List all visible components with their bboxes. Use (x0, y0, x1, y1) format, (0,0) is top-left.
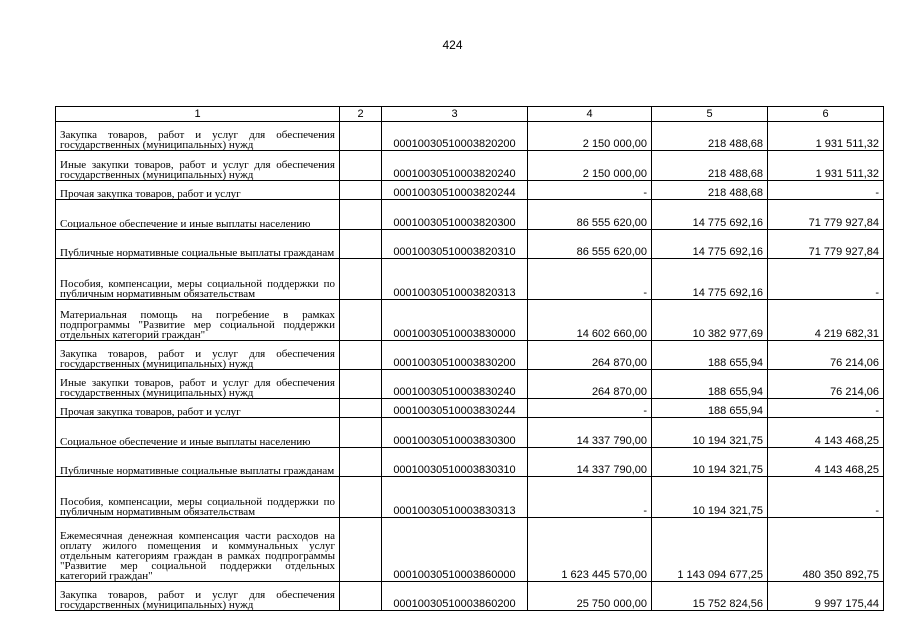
row-value-col4: 2 150 000,00 (528, 122, 652, 151)
row-value-col4: 14 337 790,00 (528, 448, 652, 477)
row-value-col6: 4 143 468,25 (768, 418, 884, 448)
row-code-cell: 00010030510003830300 (382, 418, 528, 448)
row-empty-cell (340, 418, 382, 448)
row-value-col4: 25 750 000,00 (528, 582, 652, 611)
table-row (56, 477, 884, 518)
row-value-col4: 86 555 620,00 (528, 200, 652, 230)
row-code-cell: 00010030510003830244 (382, 399, 528, 418)
table-row (56, 200, 884, 230)
row-code-cell: 00010030510003830200 (382, 341, 528, 370)
budget-table (55, 106, 884, 611)
table-body (56, 122, 884, 611)
row-value-col5: 10 194 321,75 (652, 477, 768, 518)
row-value-col4: 14 337 790,00 (528, 418, 652, 448)
row-code-cell: 00010030510003820313 (382, 259, 528, 300)
row-value-col5: 14 775 692,16 (652, 200, 768, 230)
row-code-cell: 00010030510003820244 (382, 181, 528, 200)
row-code-cell: 00010030510003860000 (382, 518, 528, 582)
row-value-col6: 9 997 175,44 (768, 582, 884, 611)
row-value-col6: 4 219 682,31 (768, 300, 884, 341)
row-name-cell: Прочая закупка товаров, работ и услуг (56, 399, 340, 418)
table-row (56, 418, 884, 448)
row-value-col4: - (528, 181, 652, 200)
row-value-col5: 1 143 094 677,25 (652, 518, 768, 582)
row-code-cell: 00010030510003860200 (382, 582, 528, 611)
row-code-cell: 00010030510003820240 (382, 151, 528, 181)
row-name-cell: Закупка товаров, работ и услуг для обеспечения государственных (муниципальных) нужд (56, 341, 340, 370)
row-name-cell: Пособия, компенсации, меры социальной поддержки по публичным нормативным обязательствам (56, 477, 340, 518)
table-row (56, 300, 884, 341)
header-cell: 5 (652, 107, 768, 122)
row-value-col5: 14 775 692,16 (652, 259, 768, 300)
row-code-cell: 00010030510003830310 (382, 448, 528, 477)
table-row (56, 151, 884, 181)
header-cell: 1 (56, 107, 340, 122)
row-value-col6: - (768, 259, 884, 300)
row-value-col5: 218 488,68 (652, 181, 768, 200)
row-value-col4: 264 870,00 (528, 341, 652, 370)
row-empty-cell (340, 518, 382, 582)
row-value-col5: 10 382 977,69 (652, 300, 768, 341)
row-name-cell: Публичные нормативные социальные выплаты гражданам (56, 230, 340, 259)
row-empty-cell (340, 582, 382, 611)
row-empty-cell (340, 122, 382, 151)
row-empty-cell (340, 300, 382, 341)
row-value-col6: 71 779 927,84 (768, 230, 884, 259)
header-cell: 4 (528, 107, 652, 122)
row-value-col4: 86 555 620,00 (528, 230, 652, 259)
row-name-cell: Социальное обеспечение и иные выплаты населению (56, 418, 340, 448)
row-value-col6: - (768, 181, 884, 200)
row-value-col6: 480 350 892,75 (768, 518, 884, 582)
row-value-col5: 188 655,94 (652, 399, 768, 418)
row-name-cell: Иные закупки товаров, работ и услуг для обеспечения государственных (муниципальных) нужд (56, 151, 340, 181)
row-value-col6: - (768, 477, 884, 518)
row-empty-cell (340, 448, 382, 477)
header-cell: 2 (340, 107, 382, 122)
header-row (56, 107, 884, 122)
row-value-col6: - (768, 399, 884, 418)
table-row (56, 230, 884, 259)
row-value-col4: - (528, 477, 652, 518)
row-code-cell: 00010030510003820300 (382, 200, 528, 230)
row-empty-cell (340, 370, 382, 399)
row-empty-cell (340, 200, 382, 230)
row-name-cell: Публичные нормативные социальные выплаты гражданам (56, 448, 340, 477)
row-empty-cell (340, 399, 382, 418)
row-value-col5: 10 194 321,75 (652, 418, 768, 448)
row-value-col6: 71 779 927,84 (768, 200, 884, 230)
row-name-cell: Закупка товаров, работ и услуг для обеспечения государственных (муниципальных) нужд (56, 122, 340, 151)
table-row (56, 259, 884, 300)
row-value-col4: 14 602 660,00 (528, 300, 652, 341)
row-name-cell: Социальное обеспечение и иные выплаты населению (56, 200, 340, 230)
row-value-col6: 76 214,06 (768, 341, 884, 370)
row-value-col5: 15 752 824,56 (652, 582, 768, 611)
row-value-col6: 1 931 511,32 (768, 151, 884, 181)
row-value-col4: - (528, 399, 652, 418)
row-empty-cell (340, 181, 382, 200)
row-name-cell: Пособия, компенсации, меры социальной поддержки по публичным нормативным обязательствам (56, 259, 340, 300)
table-row (56, 122, 884, 151)
table-row (56, 341, 884, 370)
row-empty-cell (340, 477, 382, 518)
row-empty-cell (340, 341, 382, 370)
table-row (56, 399, 884, 418)
row-code-cell: 00010030510003820200 (382, 122, 528, 151)
header-cell: 6 (768, 107, 884, 122)
table-row (56, 181, 884, 200)
row-empty-cell (340, 230, 382, 259)
row-value-col5: 218 488,68 (652, 122, 768, 151)
header-cell: 3 (382, 107, 528, 122)
row-name-cell: Прочая закупка товаров, работ и услуг (56, 181, 340, 200)
row-empty-cell (340, 151, 382, 181)
row-value-col5: 10 194 321,75 (652, 448, 768, 477)
row-name-cell: Закупка товаров, работ и услуг для обеспечения государственных (муниципальных) нужд (56, 582, 340, 611)
table-row (56, 518, 884, 582)
table-row (56, 370, 884, 399)
table-row (56, 582, 884, 611)
page-number: 424 (442, 38, 463, 52)
row-empty-cell (340, 259, 382, 300)
row-code-cell: 00010030510003830000 (382, 300, 528, 341)
row-value-col4: 1 623 445 570,00 (528, 518, 652, 582)
row-value-col4: 264 870,00 (528, 370, 652, 399)
row-code-cell: 00010030510003820310 (382, 230, 528, 259)
row-name-cell: Ежемесячная денежная компенсация части расходов на оплату жилого помещения и коммунальных услуг отдельным категориям граждан в рамках подпрограммы "Развитие мер социальной поддержки отдельных категорий граждан" (56, 518, 340, 582)
row-value-col4: - (528, 259, 652, 300)
row-value-col6: 1 931 511,32 (768, 122, 884, 151)
table-row (56, 448, 884, 477)
row-code-cell: 00010030510003830240 (382, 370, 528, 399)
row-value-col6: 4 143 468,25 (768, 448, 884, 477)
row-value-col5: 14 775 692,16 (652, 230, 768, 259)
row-value-col4: 2 150 000,00 (528, 151, 652, 181)
row-value-col5: 188 655,94 (652, 341, 768, 370)
row-value-col5: 188 655,94 (652, 370, 768, 399)
row-name-cell: Материальная помощь на погребение в рамках подпрограммы "Развитие мер социальной поддержки отдельных категорий граждан" (56, 300, 340, 341)
row-code-cell: 00010030510003830313 (382, 477, 528, 518)
row-value-col5: 218 488,68 (652, 151, 768, 181)
row-value-col6: 76 214,06 (768, 370, 884, 399)
row-name-cell: Иные закупки товаров, работ и услуг для обеспечения государственных (муниципальных) нужд (56, 370, 340, 399)
